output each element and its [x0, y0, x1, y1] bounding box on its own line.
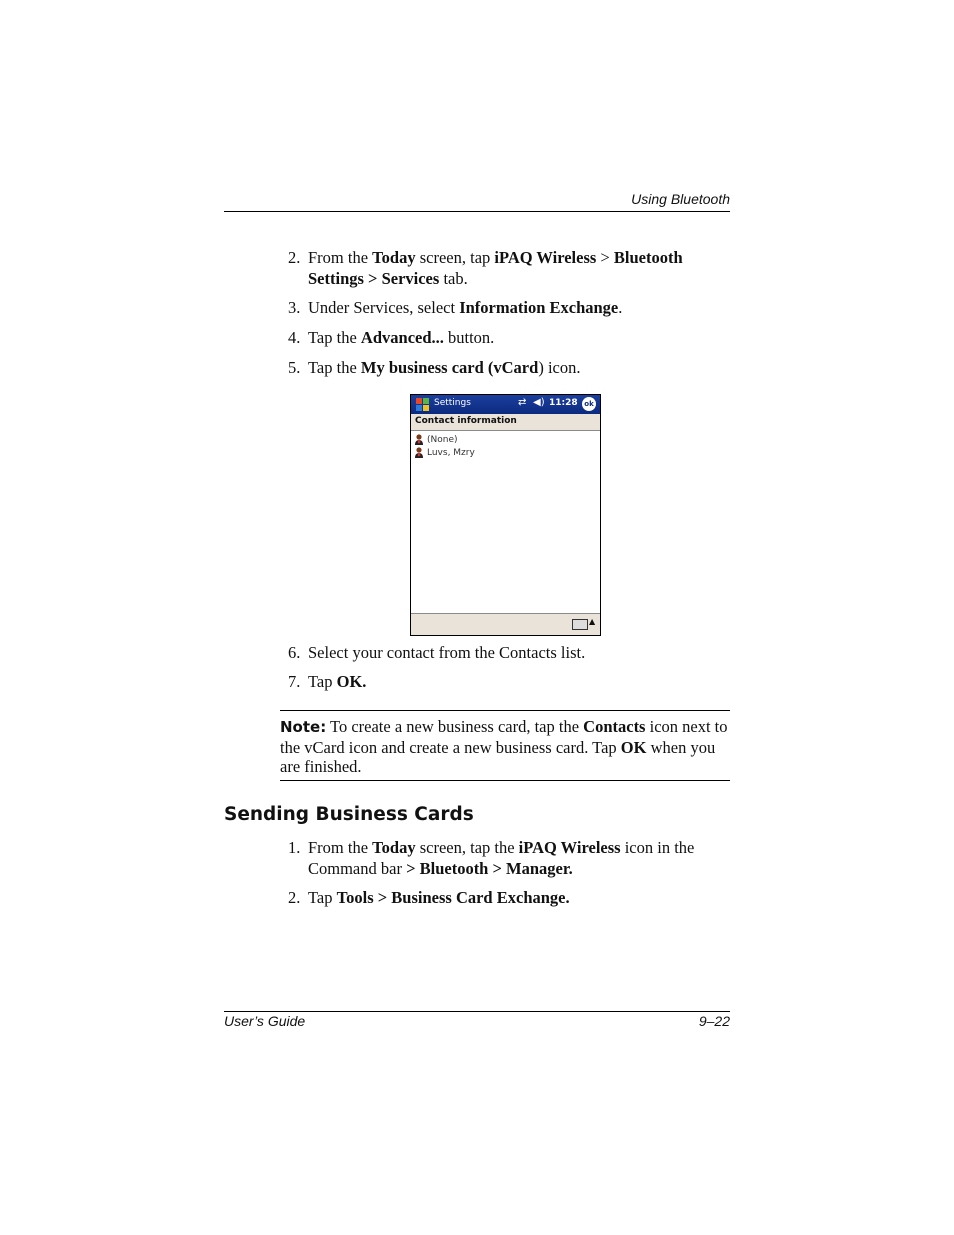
ok-button[interactable]: ok: [582, 397, 596, 411]
page-number: 9–22: [698, 1013, 730, 1029]
footer-rule: [224, 1011, 730, 1012]
contact-item[interactable]: (None): [414, 434, 458, 447]
device-title: Settings: [434, 398, 471, 408]
step-7: 7. Tap OK.: [288, 672, 367, 691]
running-header: Using Bluetooth: [631, 191, 730, 207]
header-rule: [224, 211, 730, 212]
footer-guide-title: User’s Guide: [224, 1013, 306, 1029]
speaker-icon[interactable]: ◀): [533, 397, 545, 408]
step-6: 6. Select your contact from the Contacts list.: [288, 643, 586, 662]
step-2: 2. From the Today screen, tap iPAQ Wireless > Bluetooth Settings > Services tab.: [288, 248, 683, 288]
send-step-1: 1. From the Today screen, tap the iPAQ Wireless icon in the Command bar > Bluetooth > Manager.: [288, 838, 695, 878]
send-step-2: 2. Tap Tools > Business Card Exchange.: [288, 888, 570, 907]
contact-icon: [414, 434, 424, 445]
step-3: 3. Under Services, select Information Exchange.: [288, 298, 623, 317]
contact-icon: [414, 447, 424, 458]
contact-info-header: Contact information: [411, 414, 600, 431]
note-bottom-rule: [280, 780, 730, 781]
device-screenshot: [410, 394, 601, 636]
step-4: 4. Tap the Advanced... button.: [288, 328, 495, 347]
step-5: 5. Tap the My business card (vCard) icon.: [288, 358, 581, 377]
clock[interactable]: 11:28: [549, 398, 578, 408]
device-title-bar: [411, 395, 600, 414]
start-logo-icon[interactable]: [416, 398, 429, 411]
keyboard-icon[interactable]: [572, 619, 588, 630]
command-bar: [411, 613, 600, 636]
section-heading: Sending Business Cards: [224, 804, 474, 825]
note-top-rule: [280, 710, 730, 711]
connectivity-icon[interactable]: ⇄: [518, 397, 527, 408]
input-menu-arrow-icon[interactable]: ▲: [589, 617, 596, 626]
note-block: Note: To create a new business card, tap the Contacts icon next to the vCard icon and create a new business card. Tap OK when you are finished.: [280, 717, 728, 776]
contact-item[interactable]: Luvs, Mzry: [414, 447, 475, 460]
